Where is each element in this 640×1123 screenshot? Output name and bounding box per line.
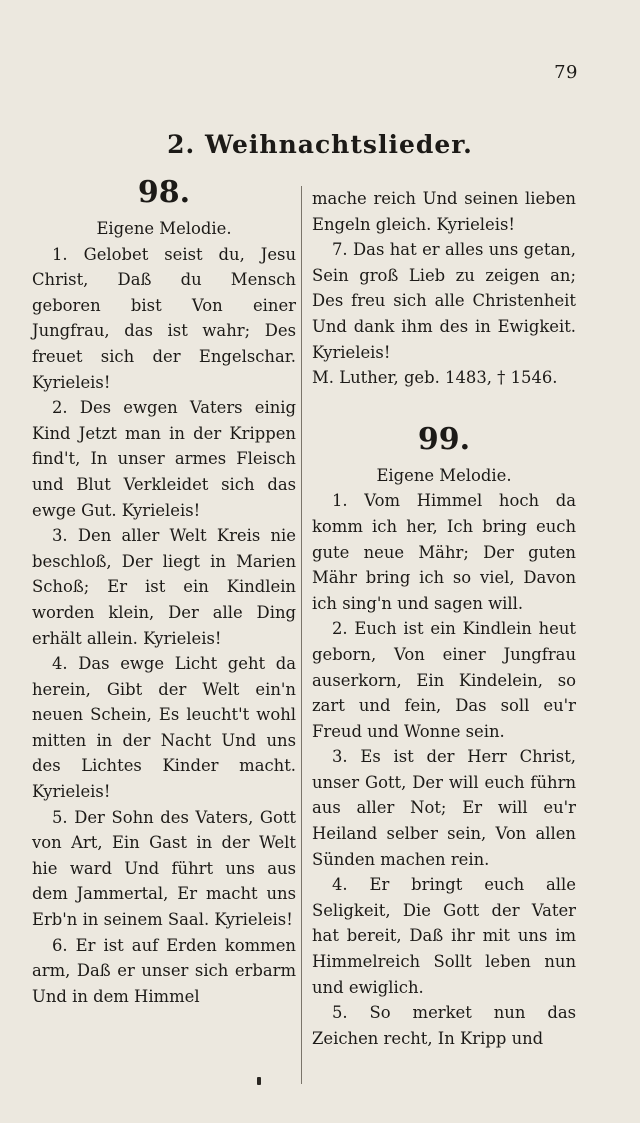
column-divider: [301, 186, 302, 1084]
stanza-99-1: 1. Vom Himmel hoch da komm ich her, Ich bring euch gute neue Mähr; Der guten Mähr bring ich so viel, Davon ich sing'n und sagen will.: [312, 491, 576, 613]
hymn-number-98: 98.: [137, 175, 191, 210]
right-column: [312, 186, 576, 1051]
stanza-98-3: 3. Den aller Welt Kreis nie beschloß, Der liegt in Marien Schoß; Er ist ein Kindlein worden klein, Der alle Ding erhält allein. Kyrieleis!: [32, 526, 296, 648]
stanza-98-4: 4. Das ewge Licht geht da herein, Gibt der Welt ein'n neuen Schein, Es leucht't wohl mitten in der Nacht Und uns des Lichtes Kinder macht. Kyrieleis!: [32, 654, 296, 802]
stanza-99-4: 4. Er bringt euch alle Seligkeit, Die Gott der Vater hat bereit, Daß ihr mit uns im Himmelreich Sollt leben nun und ewiglich.: [312, 875, 576, 997]
melody-label-99: Eigene Melodie.: [376, 465, 512, 485]
stanza-99-3: 3. Es ist der Herr Christ, unser Gott, Der will euch führn aus aller Not; Er will eu'r Heiland selber sein, Von allen Sünden machen rein.: [312, 747, 576, 869]
stanza-98-6-continuation: mache reich Und seinen lieben Engeln gleich. Kyrieleis!: [312, 189, 576, 234]
page-number: 79: [554, 62, 578, 83]
printer-mark: [257, 1077, 261, 1085]
author-attribution: M. Luther, geb. 1483, † 1546.: [312, 368, 558, 388]
section-heading: 2. Weihnachtslieder.: [167, 130, 473, 159]
stanza-98-5: 5. Der Sohn des Vaters, Gott von Art, Ein Gast in der Welt hie ward Und führt uns aus dem Jammertal, Er macht uns Erb'n in seinem Saal. Kyrieleis!: [32, 807, 296, 930]
left-column: [32, 172, 296, 1009]
melody-label-98: Eigene Melodie.: [96, 219, 232, 238]
hymn-number-99: 99.: [417, 421, 471, 457]
stanza-98-2: 2. Des ewgen Vaters einig Kind Jetzt man in der Krippen find't, In unser armes Fleisch und Blut Verkleidet sich das ewge Gut. Kyrieleis!: [32, 398, 296, 520]
stanza-98-1: 1. Gelobet seist du, Jesu Christ, Daß du Mensch geboren bist Von einer Jungfrau, das ist wahr; Des freuet sich der Engelschar. Kyrieleis!: [32, 244, 296, 392]
stanza-98-7: 7. Das hat er alles uns getan, Sein groß Lieb zu zeigen an; Des freu sich alle Christenheit Und dank ihm des in Ewigkeit. Kyrieleis!: [312, 240, 576, 362]
stanza-99-5: 5. So merket nun das Zeichen recht, In Kripp und: [312, 1003, 576, 1048]
stanza-98-6: 6. Er ist auf Erden kommen arm, Daß er unser sich erbarm Und in dem Himmel: [32, 935, 296, 1006]
stanza-99-2: 2. Euch ist ein Kindlein heut geborn, Von einer Jungfrau auserkorn, Ein Kindelein, so zart und fein, Das soll eu'r Freud und Wonne sein.: [312, 619, 576, 741]
